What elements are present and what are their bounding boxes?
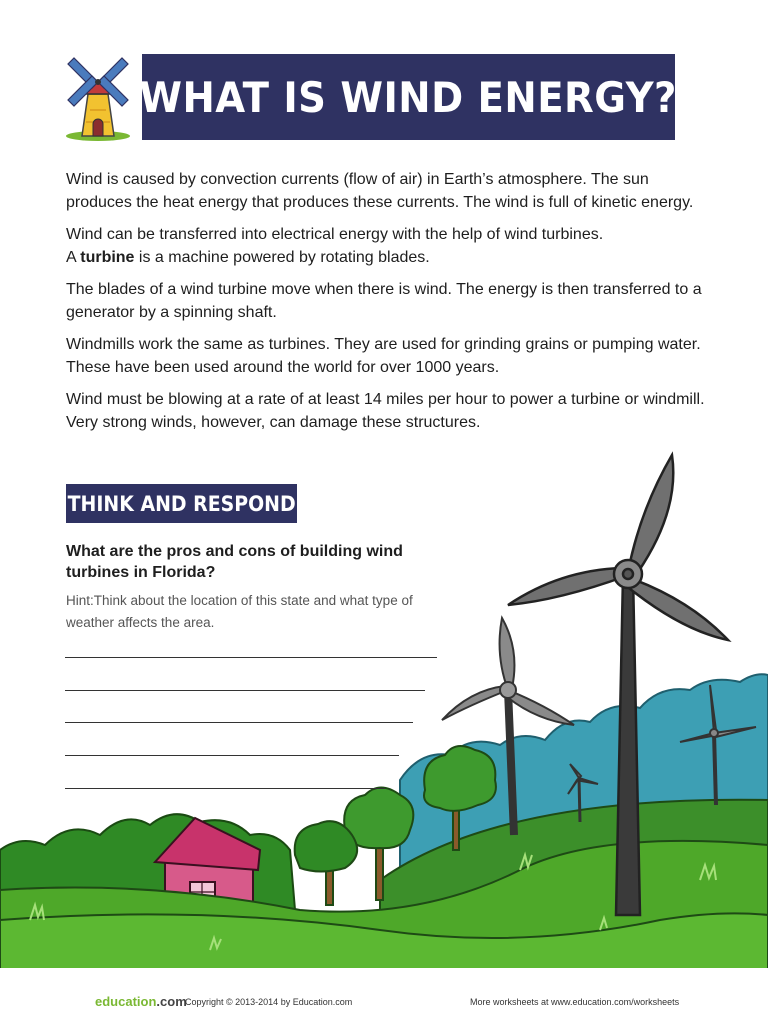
footer-more-worksheets-link[interactable]: More worksheets at www.education.com/worksheets: [470, 997, 680, 1007]
paragraph-blades: The blades of a wind turbine move when there is wind. The energy is then transferred to a generator by a spinning shaft.: [66, 281, 702, 321]
turbine-term: turbine: [80, 249, 135, 266]
paragraph-wind-speed: Wind must be blowing at a rate of at least 14 miles per hour to power a turbine or windmill. Very strong winds, however, can damage these structures.: [66, 391, 705, 431]
logo-dotcom: .com: [156, 994, 187, 1009]
education-logo[interactable]: [95, 994, 187, 1009]
wind-farm-illustration: [0, 450, 768, 970]
think-respond-banner: [66, 484, 297, 523]
answer-line[interactable]: [65, 788, 385, 789]
answer-line[interactable]: [65, 722, 413, 723]
paragraph-turbines: [66, 223, 706, 269]
paragraph-convection: Wind is caused by convection currents (flow of air) in Earth’s atmosphere. The sun produces the heat energy that produces these currents. The wind is full of kinetic energy.: [66, 171, 694, 211]
answer-line[interactable]: [65, 657, 437, 658]
paragraph-turbines-prefix: A: [66, 249, 81, 266]
paragraph-windmills: Windmills work the same as turbines. They are used for grinding grains or pumping water. These have been used around the world for over 1000 years.: [66, 336, 701, 376]
footer-copyright: Copyright © 2013-2014 by Education.com: [185, 997, 353, 1007]
paragraph-turbines-line1: Wind can be transferred into electrical energy with the help of wind turbines.: [66, 226, 604, 243]
logo-education: education: [95, 994, 157, 1009]
think-respond-heading: THINK AND RESPOND: [67, 491, 296, 516]
page-title: WHAT IS WIND ENERGY?: [139, 72, 678, 122]
title-banner: [139, 54, 678, 140]
hint-text: Hint:Think about the location of this state and what type of weather affects the area.: [66, 593, 413, 630]
answer-line[interactable]: [65, 690, 425, 691]
question-text: What are the pros and cons of building wind turbines in Florida?: [66, 543, 403, 581]
windmill-icon: [60, 48, 136, 144]
paragraph-turbines-suffix: is a machine powered by rotating blades.: [134, 249, 430, 266]
answer-line[interactable]: [65, 755, 399, 756]
intro-text: [66, 168, 706, 443]
